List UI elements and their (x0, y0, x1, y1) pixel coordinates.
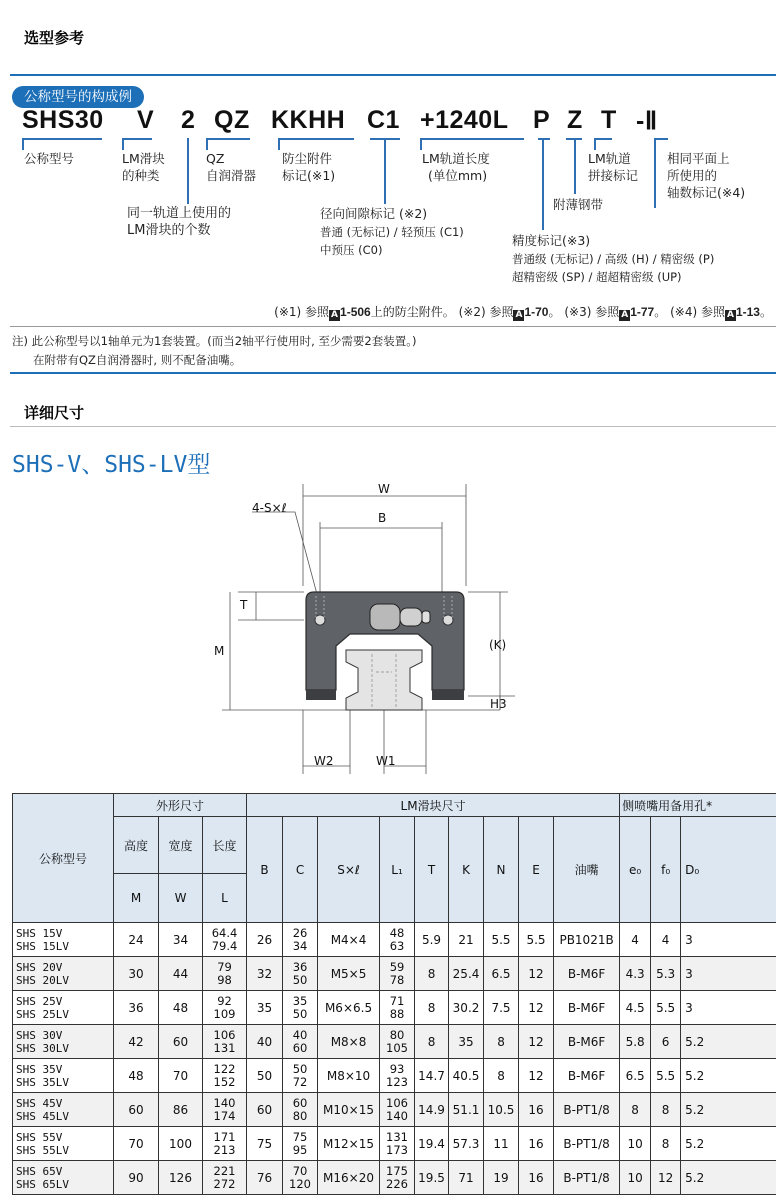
connector-steel-band-v (574, 138, 576, 194)
cell-w: 60 (159, 1025, 203, 1059)
cell-t: 5.9 (415, 923, 449, 957)
cell-b: 26 (247, 923, 283, 957)
header-m: M (114, 874, 159, 923)
cell-l: 92 109 (203, 991, 247, 1025)
cell-l: 122 152 (203, 1059, 247, 1093)
connector-axes-v (654, 138, 656, 208)
cell-t: 8 (415, 1025, 449, 1059)
table-row (13, 957, 776, 991)
code-part-dust: KKHH (271, 106, 346, 134)
note-line-2: 在附带有QZ自润滑器时, 则不配备油嘴。 (33, 353, 242, 367)
cell-e0: 10 (620, 1127, 651, 1161)
cell-n: 19 (484, 1161, 519, 1195)
cell-l: 171 213 (203, 1127, 247, 1161)
table-row (13, 1025, 776, 1059)
cell-e: 16 (519, 1127, 554, 1161)
cell-nipple: B-M6F (554, 957, 620, 991)
cell-k: 71 (449, 1161, 484, 1195)
connector-clearance-v (384, 138, 386, 204)
table-row (13, 923, 776, 957)
cell-nipple: PB1021B (554, 923, 620, 957)
connector-joint (594, 138, 612, 140)
cell-s: M8×10 (318, 1059, 380, 1093)
cell-model: SHS 15V SHS 15LV (13, 923, 114, 957)
cell-s: M12×15 (318, 1127, 380, 1161)
cell-model: SHS 55V SHS 55LV (13, 1127, 114, 1161)
cell-l1: 71 88 (380, 991, 415, 1025)
cell-nipple: B-PT1/8 (554, 1093, 620, 1127)
cell-model: SHS 35V SHS 35LV (13, 1059, 114, 1093)
header-model: 公称型号 (13, 794, 114, 923)
cell-l1: 106 140 (380, 1093, 415, 1127)
cross-section-drawing (200, 478, 530, 778)
label-w: W (378, 482, 390, 496)
header-side: 侧喷嘴用备用孔* (620, 794, 776, 817)
cell-c: 36 50 (283, 957, 318, 991)
caption-count: 同一轨道上使用的 LM滑块的个数 (127, 206, 232, 238)
header-block: LM滑块尺寸 (247, 794, 620, 817)
cell-m: 42 (114, 1025, 159, 1059)
cell-b: 75 (247, 1127, 283, 1161)
cell-s: M16×20 (318, 1161, 380, 1195)
cell-l: 64.4 79.4 (203, 923, 247, 957)
header-length: 长度 (203, 817, 247, 874)
cell-model: SHS 30V SHS 30LV (13, 1025, 114, 1059)
cell-n: 8 (484, 1059, 519, 1093)
cell-l: 79 98 (203, 957, 247, 991)
cell-f0: 5.3 (651, 957, 681, 991)
caption-joint: LM轨道 拼接标记 (588, 151, 639, 183)
section-title-details: 详细尺寸 (24, 404, 85, 422)
cell-s: M5×5 (318, 957, 380, 991)
cell-e0: 8 (620, 1093, 651, 1127)
cell-d0: 3 (681, 923, 776, 957)
cell-e: 5.5 (519, 923, 554, 957)
cell-c: 50 72 (283, 1059, 318, 1093)
cell-w: 70 (159, 1059, 203, 1093)
cell-nipple: B-PT1/8 (554, 1161, 620, 1195)
cell-f0: 4 (651, 923, 681, 957)
cell-m: 90 (114, 1161, 159, 1195)
cell-s: M4×4 (318, 923, 380, 957)
cell-f0: 8 (651, 1093, 681, 1127)
cell-e: 12 (519, 1059, 554, 1093)
label-w1: W1 (376, 754, 396, 768)
cell-n: 7.5 (484, 991, 519, 1025)
header-t: T (415, 817, 449, 923)
spec-table (12, 793, 776, 1195)
header-outer: 外形尺寸 (114, 794, 247, 817)
header-c: C (283, 817, 318, 923)
cell-nipple: B-PT1/8 (554, 1127, 620, 1161)
cell-l1: 93 123 (380, 1059, 415, 1093)
cell-model: SHS 20V SHS 20LV (13, 957, 114, 991)
cell-b: 76 (247, 1161, 283, 1195)
code-part-joint: T (601, 106, 617, 134)
model-code-pill: 公称型号的构成例 (12, 86, 144, 108)
cell-k: 57.3 (449, 1127, 484, 1161)
cell-k: 40.5 (449, 1059, 484, 1093)
cell-model: SHS 65V SHS 65LV (13, 1161, 114, 1195)
cell-c: 70 120 (283, 1161, 318, 1195)
header-e: E (519, 817, 554, 923)
table-row (13, 1161, 776, 1195)
cell-t: 14.9 (415, 1093, 449, 1127)
reference-2: (※2) 参照 A 1-70。 (458, 305, 561, 320)
header-k: K (449, 817, 484, 923)
cell-k: 25.4 (449, 957, 484, 991)
cell-e: 16 (519, 1161, 554, 1195)
caption-steel-band: 附薄钢带 (553, 197, 604, 212)
label-t: T (240, 598, 248, 612)
cell-d0: 5.2 (681, 1059, 776, 1093)
section-title-selection: 选型参考 (24, 29, 85, 47)
label-b: B (378, 511, 387, 525)
connector-qz-v (206, 138, 208, 150)
label-k: (K) (489, 638, 507, 652)
label-s: 4-S×ℓ (252, 501, 287, 515)
header-l1: L₁ (380, 817, 415, 923)
connector-qz (206, 138, 250, 140)
connector-type (122, 138, 152, 140)
cell-m: 24 (114, 923, 159, 957)
label-m: M (214, 644, 225, 658)
caption-clearance: 径向间隙标记 (※2) 普通 (无标记) / 轻预压 (C1) 中预压 (C0) (320, 206, 464, 257)
header-s: S×ℓ (318, 817, 380, 923)
cell-s: M10×15 (318, 1093, 380, 1127)
code-part-axes: -Ⅱ (636, 107, 658, 135)
connector-dust-v (278, 138, 280, 150)
connector-dust (278, 138, 354, 140)
caption-model: 公称型号 (24, 151, 75, 166)
cell-e: 12 (519, 1025, 554, 1059)
cell-l: 221 272 (203, 1161, 247, 1195)
cell-w: 126 (159, 1161, 203, 1195)
drawing-title: SHS-V、SHS-LV型 (12, 452, 211, 478)
cell-f0: 8 (651, 1127, 681, 1161)
details-divider (10, 426, 776, 427)
cell-m: 36 (114, 991, 159, 1025)
caption-axes: 相同平面上 所使用的 轴数标记(※4) (667, 151, 746, 200)
table-row (13, 1127, 776, 1161)
cell-e: 16 (519, 1093, 554, 1127)
cell-d0: 5.2 (681, 1161, 776, 1195)
caption-dust: 防尘附件 标记(※1) (282, 151, 336, 183)
label-w2: W2 (314, 754, 334, 768)
reference-1: (※1) 参照 A 1-506上的防尘附件。 (274, 305, 455, 320)
cell-nipple: B-M6F (554, 1025, 620, 1059)
connector-count (187, 138, 189, 204)
header-w: W (159, 874, 203, 923)
cell-l1: 59 78 (380, 957, 415, 991)
connector-model-v (22, 138, 24, 150)
table-row (13, 1059, 776, 1093)
header-height: 高度 (114, 817, 159, 874)
connector-accuracy-v (542, 138, 544, 230)
cell-c: 26 34 (283, 923, 318, 957)
code-part-length: +1240L (420, 106, 509, 134)
cell-t: 8 (415, 991, 449, 1025)
connector-accuracy (538, 138, 550, 140)
cell-w: 44 (159, 957, 203, 991)
cell-e: 12 (519, 957, 554, 991)
cell-k: 51.1 (449, 1093, 484, 1127)
cell-k: 21 (449, 923, 484, 957)
table-row (13, 991, 776, 1025)
cell-e0: 10 (620, 1161, 651, 1195)
cell-t: 19.5 (415, 1161, 449, 1195)
section-divider-2 (10, 372, 776, 374)
code-part-clearance: C1 (367, 106, 400, 134)
label-h3: H3 (490, 697, 507, 711)
cell-n: 11 (484, 1127, 519, 1161)
cell-e0: 4.3 (620, 957, 651, 991)
cell-w: 86 (159, 1093, 203, 1127)
code-part-count: 2 (181, 106, 196, 134)
header-nipple: 油嘴 (554, 817, 620, 923)
reference-notes (274, 303, 772, 321)
code-part-model: SHS30 (22, 106, 104, 134)
connector-length-v (420, 138, 422, 150)
cell-b: 40 (247, 1025, 283, 1059)
cell-b: 50 (247, 1059, 283, 1093)
cell-t: 19.4 (415, 1127, 449, 1161)
caption-rail-length: LM轨道长度 (单位mm) (422, 151, 490, 183)
connector-length (420, 138, 524, 140)
cell-m: 60 (114, 1093, 159, 1127)
reference-3: (※3) 参照 A 1-77。 (564, 305, 667, 320)
cell-c: 75 95 (283, 1127, 318, 1161)
cell-l: 106 131 (203, 1025, 247, 1059)
connector-axes (654, 138, 668, 140)
code-part-accuracy: P (533, 106, 551, 134)
cell-c: 35 50 (283, 991, 318, 1025)
cell-l: 140 174 (203, 1093, 247, 1127)
cell-s: M6×6.5 (318, 991, 380, 1025)
cell-f0: 12 (651, 1161, 681, 1195)
cell-e0: 5.8 (620, 1025, 651, 1059)
cell-w: 34 (159, 923, 203, 957)
caption-accuracy: 精度标记(※3) 普通级 (无标记) / 高级 (H) / 精密级 (P) 超精密级 (SP) / 超超精密级 (UP) (512, 233, 715, 284)
cell-f0: 5.5 (651, 1059, 681, 1093)
cell-t: 14.7 (415, 1059, 449, 1093)
caption-qz: QZ 自润滑器 (206, 151, 257, 183)
cell-l1: 131 173 (380, 1127, 415, 1161)
header-width: 宽度 (159, 817, 203, 874)
cell-d0: 5.2 (681, 1093, 776, 1127)
cell-l1: 48 63 (380, 923, 415, 957)
cell-l1: 80 105 (380, 1025, 415, 1059)
header-d0: D₀ (681, 817, 776, 923)
cell-d0: 5.2 (681, 1025, 776, 1059)
cell-f0: 5.5 (651, 991, 681, 1025)
note-line-1: 注) 此公称型号以1轴单元为1套装置。(而当2轴平行使用时, 至少需要2套装置。) (12, 334, 417, 348)
cell-e0: 6.5 (620, 1059, 651, 1093)
code-part-qz: QZ (214, 106, 250, 134)
connector-model (22, 138, 102, 140)
code-part-type: V (137, 106, 155, 134)
section-divider (10, 74, 776, 76)
cell-d0: 5.2 (681, 1127, 776, 1161)
header-f0: f₀ (651, 817, 681, 923)
cell-e: 12 (519, 991, 554, 1025)
cell-l1: 175 226 (380, 1161, 415, 1195)
cell-w: 48 (159, 991, 203, 1025)
cell-m: 70 (114, 1127, 159, 1161)
header-l: L (203, 874, 247, 923)
notes-divider (10, 326, 776, 327)
table-row (13, 1093, 776, 1127)
cell-c: 40 60 (283, 1025, 318, 1059)
connector-joint-v (594, 138, 596, 150)
cell-k: 30.2 (449, 991, 484, 1025)
header-n: N (484, 817, 519, 923)
cell-e0: 4 (620, 923, 651, 957)
cell-n: 5.5 (484, 923, 519, 957)
cell-nipple: B-M6F (554, 1059, 620, 1093)
cell-model: SHS 25V SHS 25LV (13, 991, 114, 1025)
header-b: B (247, 817, 283, 923)
cell-b: 60 (247, 1093, 283, 1127)
cell-e0: 4.5 (620, 991, 651, 1025)
cell-t: 8 (415, 957, 449, 991)
header-e0: e₀ (620, 817, 651, 923)
code-part-steel-band: Z (567, 106, 583, 134)
cell-d0: 3 (681, 991, 776, 1025)
cell-n: 8 (484, 1025, 519, 1059)
reference-4: (※4) 参照 A 1-13。 (670, 305, 772, 320)
cell-b: 35 (247, 991, 283, 1025)
caption-block-type: LM滑块 的种类 (122, 151, 165, 183)
cell-s: M8×8 (318, 1025, 380, 1059)
cell-m: 30 (114, 957, 159, 991)
cell-nipple: B-M6F (554, 991, 620, 1025)
cell-w: 100 (159, 1127, 203, 1161)
cell-m: 48 (114, 1059, 159, 1093)
connector-type-v (122, 138, 124, 150)
cell-c: 60 80 (283, 1093, 318, 1127)
cell-f0: 6 (651, 1025, 681, 1059)
cell-b: 32 (247, 957, 283, 991)
cell-n: 10.5 (484, 1093, 519, 1127)
cell-d0: 3 (681, 957, 776, 991)
cell-model: SHS 45V SHS 45LV (13, 1093, 114, 1127)
cell-n: 6.5 (484, 957, 519, 991)
cell-k: 35 (449, 1025, 484, 1059)
